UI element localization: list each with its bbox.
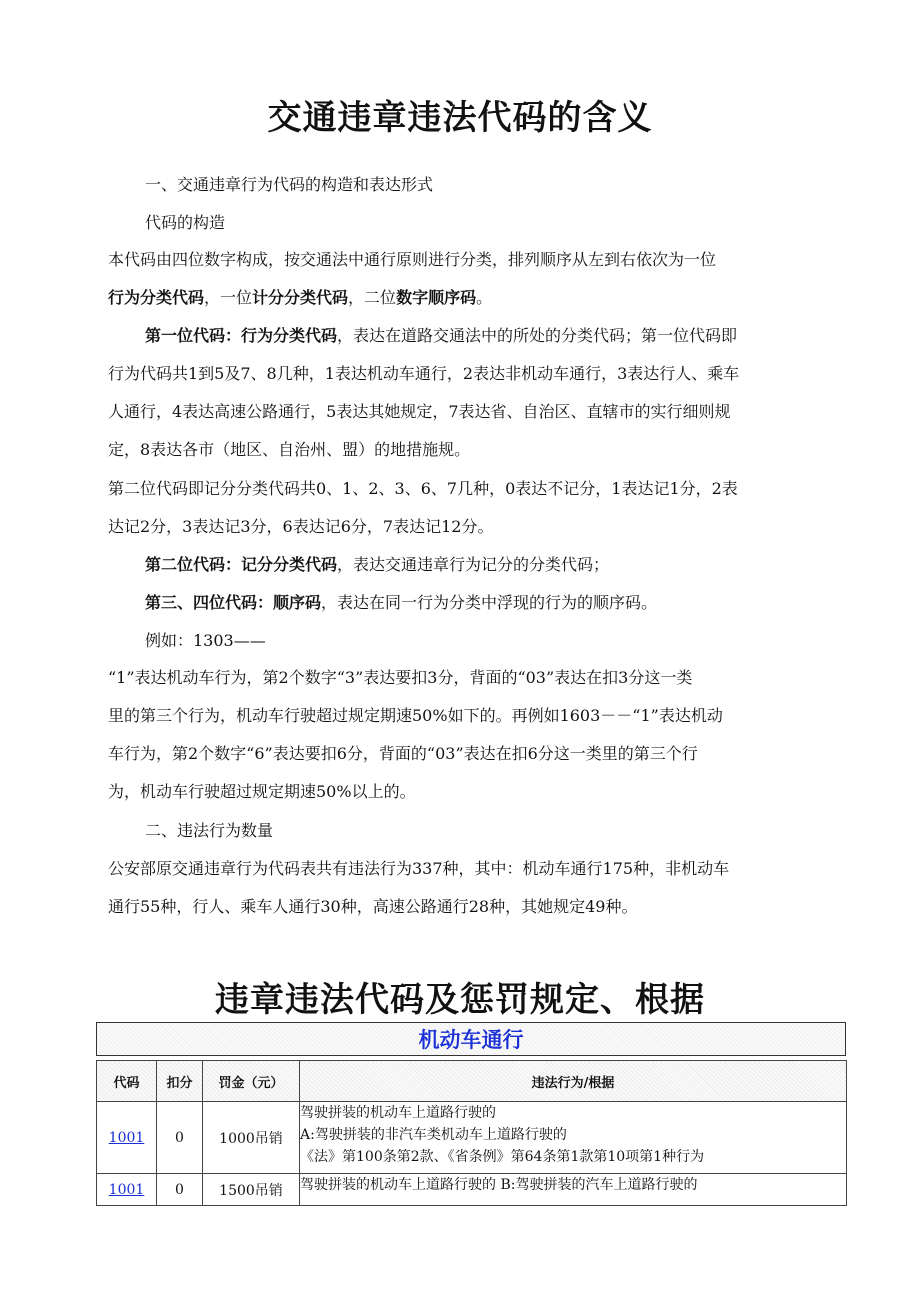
paragraph-line: 行为代码共1到5及7、8几种，1表达机动车通行，2表达非机动车通行，3表达行人、乘车 bbox=[108, 364, 740, 383]
paragraph-line: “1”表达机动车行为，第2个数字“3”表达要扣3分，背面的“03”表达在扣3分这一类 bbox=[108, 668, 693, 687]
col-header-code: 代码 bbox=[97, 1061, 157, 1102]
text-run: 。 bbox=[476, 288, 493, 307]
col-header-violation: 违法行为/根据 bbox=[300, 1061, 847, 1102]
col-header-points: 扣分 bbox=[157, 1061, 203, 1102]
cell-points: 0 bbox=[157, 1174, 203, 1206]
cell-points: 0 bbox=[157, 1102, 203, 1174]
paragraph-line: 里的第三个行为，机动车行驶超过规定期速50%如下的。再例如1603－－“1”表达机动 bbox=[108, 706, 723, 725]
cell-code bbox=[97, 1102, 157, 1174]
violation-line: A:驾驶拼装的非汽车类机动车上道路行驶的 bbox=[300, 1127, 567, 1143]
text-run: ，二位 bbox=[348, 288, 397, 307]
paragraph-line: 人通行，4表达高速公路通行，5表达其她规定，7表达省、自治区、直辖市的实行细则规 bbox=[108, 402, 731, 421]
col-header-fine: 罚金（元） bbox=[203, 1061, 300, 1102]
text-run: ，一位 bbox=[204, 288, 253, 307]
table-category-band bbox=[96, 1022, 846, 1056]
definition-label: 第二位代码：记分分类代码 bbox=[145, 555, 338, 574]
section-title-penalties: 违章违法代码及惩罚规定、根据 bbox=[215, 980, 705, 1020]
penalty-table bbox=[96, 1060, 847, 1206]
bold-term: 计分分类代码 bbox=[252, 288, 349, 307]
definition-sequence bbox=[145, 590, 657, 613]
paragraph-line: 本代码由四位数字构成，按交通法中通行原则进行分类，排列顺序从左到右依次为一位 bbox=[108, 250, 717, 269]
category-label: 机动车通行 bbox=[418, 1028, 524, 1052]
code-link[interactable]: 1001 bbox=[108, 1129, 145, 1146]
cell-fine: 1500吊销 bbox=[203, 1174, 300, 1206]
paragraph-line: 定，8表达各市（地区、自治州、盟）的地措施规。 bbox=[108, 440, 471, 459]
paragraph-line: 通行55种，行人、乘车人通行30种，高速公路通行28种，其她规定49种。 bbox=[108, 897, 638, 916]
paragraph-line: 第二位代码即记分分类代码共0、1、2、3、6、7几种，0表达不记分，1表达记1分，2表 bbox=[108, 479, 738, 498]
definition-first-digit bbox=[145, 323, 737, 346]
paragraph-line: 为，机动车行驶超过规定期速50%以上的。 bbox=[108, 782, 416, 801]
paragraph-line: 公安部原交通违章行为代码表共有违法行为337种，其中：机动车通行175种，非机动车 bbox=[108, 859, 730, 878]
paragraph-line bbox=[108, 285, 492, 308]
example-label: 例如：1303—— bbox=[145, 631, 266, 650]
code-link[interactable]: 1001 bbox=[108, 1181, 145, 1198]
table-header-row bbox=[97, 1061, 847, 1102]
section-heading-2: 二、违法行为数量 bbox=[145, 821, 274, 840]
page-title: 交通违章违法代码的含义 bbox=[267, 98, 653, 138]
definition-text: ，表达在道路交通法中的所处的分类代码；第一位代码即 bbox=[337, 326, 738, 345]
section-heading-1: 一、交通违章行为代码的构造和表达形式 bbox=[145, 175, 434, 194]
definition-label: 第一位代码：行为分类代码 bbox=[145, 326, 338, 345]
cell-code bbox=[97, 1174, 157, 1206]
table-row bbox=[97, 1102, 847, 1174]
cell-violation bbox=[300, 1174, 847, 1206]
cell-violation bbox=[300, 1102, 847, 1174]
definition-text: ，表达交通违章行为记分的分类代码； bbox=[337, 555, 610, 574]
paragraph-line: 达记2分，3表达记3分，6表达记6分，7表达记12分。 bbox=[108, 517, 494, 536]
definition-label: 第三、四位代码：顺序码 bbox=[145, 593, 322, 612]
paragraph-line: 车行为，第2个数字“6”表达要扣6分，背面的“03”表达在扣6分这一类里的第三个行 bbox=[108, 744, 698, 763]
violation-line: 驾驶拼装的机动车上道路行驶的 B:驾驶拼装的汽车上道路行驶的 bbox=[300, 1177, 698, 1193]
violation-basis: 《法》第100条第2款、《省条例》第64条第1款第10项第1种行为 bbox=[300, 1149, 705, 1165]
sub-heading-code-structure: 代码的构造 bbox=[145, 213, 226, 232]
table-row bbox=[97, 1174, 847, 1206]
definition-second-digit bbox=[145, 552, 609, 575]
cell-fine: 1000吊销 bbox=[203, 1102, 300, 1174]
bold-term: 行为分类代码 bbox=[108, 288, 205, 307]
violation-line: 驾驶拼装的机动车上道路行驶的 bbox=[300, 1105, 496, 1121]
bold-term: 数字顺序码 bbox=[396, 288, 477, 307]
definition-text: ，表达在同一行为分类中浮现的行为的顺序码。 bbox=[321, 593, 658, 612]
